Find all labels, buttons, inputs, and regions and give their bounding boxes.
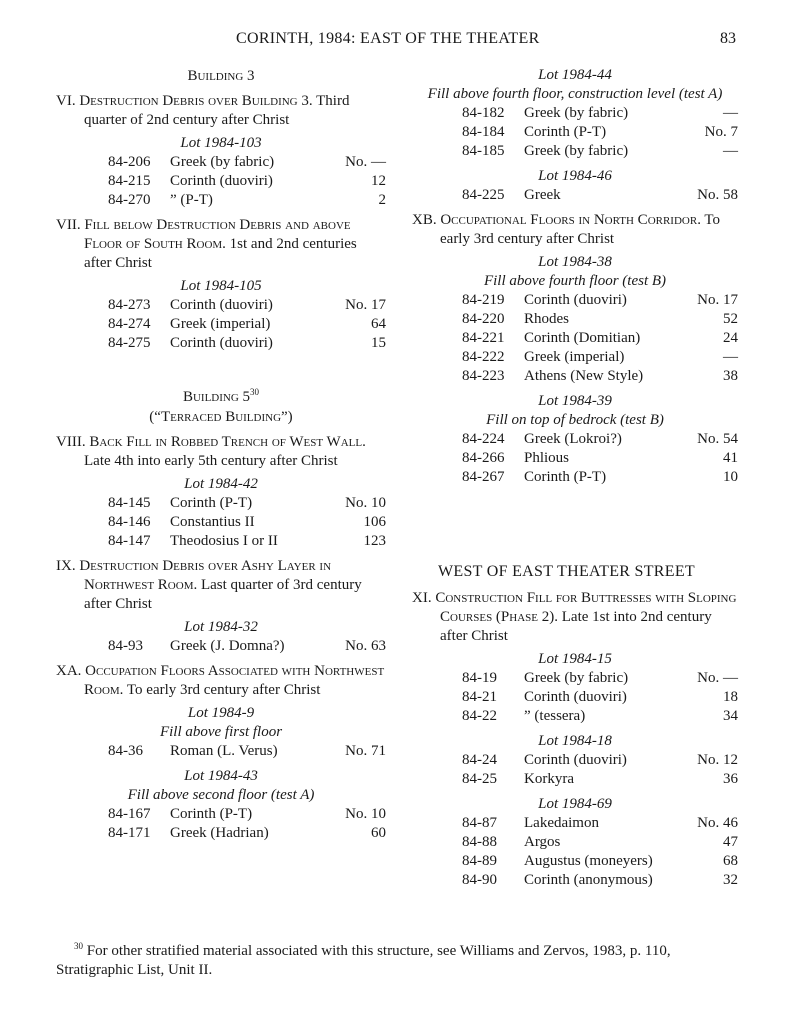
coin-count: 68 bbox=[723, 853, 738, 869]
coin-count: No. 10 bbox=[345, 806, 386, 822]
footnote-ref-30: 30 bbox=[250, 387, 260, 397]
section-heading bbox=[412, 589, 738, 646]
coin-count: 15 bbox=[371, 335, 386, 351]
coin-catalog-number: 84-184 bbox=[462, 124, 505, 140]
lot-note: Fill above first floor bbox=[159, 724, 283, 740]
coin-row bbox=[56, 153, 386, 172]
coin-list bbox=[56, 805, 386, 843]
lot-label: Lot 1984-69 bbox=[538, 796, 612, 812]
coin-count: 41 bbox=[723, 450, 738, 466]
coin-description: Corinth (duoviri) bbox=[170, 335, 273, 351]
coin-count: No. 17 bbox=[697, 292, 738, 308]
building-5-subtitle: (“Terraced Building”) bbox=[149, 409, 293, 425]
coin-catalog-number: 84-24 bbox=[462, 752, 497, 768]
coin-description: Greek (Hadrian) bbox=[170, 825, 269, 841]
coin-description: Greek (by fabric) bbox=[524, 105, 629, 121]
coin-count: 64 bbox=[371, 316, 386, 332]
coin-row bbox=[412, 833, 738, 852]
coin-catalog-number: 84-19 bbox=[462, 670, 497, 686]
coin-description: Corinth (P-T) bbox=[170, 806, 253, 822]
coin-list bbox=[56, 637, 386, 656]
section-heading bbox=[56, 662, 386, 700]
lot-note: Fill above fourth floor, construction level (test A) bbox=[427, 86, 723, 102]
coin-catalog-number: 84-185 bbox=[462, 143, 505, 159]
coin-count: No. 17 bbox=[345, 297, 386, 313]
coin-description: Korkyra bbox=[524, 771, 574, 787]
coin-description: Corinth (duoviri) bbox=[170, 297, 273, 313]
coin-catalog-number: 84-221 bbox=[462, 330, 505, 346]
lot-note: Fill above fourth floor (test B) bbox=[483, 273, 667, 289]
coin-list bbox=[412, 669, 738, 726]
coin-count: No. 46 bbox=[697, 815, 738, 831]
coin-description: Greek bbox=[524, 187, 561, 203]
section-heading bbox=[56, 216, 386, 273]
coin-row bbox=[412, 430, 738, 449]
coin-row bbox=[412, 123, 738, 142]
coin-list bbox=[412, 751, 738, 789]
right-column bbox=[412, 66, 738, 896]
coin-catalog-number: 84-215 bbox=[108, 173, 151, 189]
section-title: Occupation Floors Associated with Northwest Room. bbox=[84, 663, 385, 698]
coin-row bbox=[412, 468, 738, 487]
section-title: Destruction Debris over Building 3. bbox=[79, 93, 313, 109]
coin-description: ” (tessera) bbox=[524, 708, 586, 724]
coin-catalog-number: 84-89 bbox=[462, 853, 497, 869]
section-ix bbox=[56, 557, 386, 656]
coin-catalog-number: 84-267 bbox=[462, 469, 505, 485]
coin-count: 60 bbox=[371, 825, 386, 841]
section-heading bbox=[56, 92, 386, 130]
coin-catalog-number: 84-22 bbox=[462, 708, 497, 724]
left-column bbox=[56, 66, 386, 849]
coin-catalog-number: 84-167 bbox=[108, 806, 151, 822]
coin-count: No. 7 bbox=[704, 124, 738, 140]
footnote-marker: 30 bbox=[74, 941, 83, 951]
building-3-heading: Building 3 bbox=[187, 68, 255, 84]
coin-description: Argos bbox=[524, 834, 561, 850]
coin-catalog-number: 84-222 bbox=[462, 349, 505, 365]
section-date: Late 4th into early 5th century after Christ bbox=[84, 453, 338, 469]
coin-catalog-number: 84-90 bbox=[462, 872, 497, 888]
coin-catalog-number: 84-147 bbox=[108, 533, 151, 549]
coin-row bbox=[412, 310, 738, 329]
coin-count: No. 12 bbox=[697, 752, 738, 768]
section-title: Destruction Debris over Ashy Layer in Northwest Room. bbox=[79, 558, 332, 593]
section-number: VIII. bbox=[56, 434, 86, 450]
coin-count: — bbox=[723, 105, 738, 121]
coin-description: Theodosius I or II bbox=[170, 533, 278, 549]
coin-count: No. 58 bbox=[697, 187, 738, 203]
page-header bbox=[0, 30, 792, 52]
coin-description: Greek (imperial) bbox=[170, 316, 271, 332]
coin-count: 36 bbox=[723, 771, 738, 787]
coin-count: 12 bbox=[371, 173, 386, 189]
coin-description: Greek (by fabric) bbox=[524, 670, 629, 686]
coin-catalog-number: 84-171 bbox=[108, 825, 151, 841]
coin-list bbox=[412, 104, 738, 161]
coin-catalog-number: 84-266 bbox=[462, 450, 505, 466]
section-xi bbox=[412, 589, 738, 890]
lot-label: Lot 1984-39 bbox=[538, 393, 612, 409]
coin-description: Phlious bbox=[524, 450, 570, 466]
coin-description: Corinth (duoviri) bbox=[524, 752, 627, 768]
coin-catalog-number: 84-93 bbox=[108, 638, 143, 654]
coin-description: Corinth (duoviri) bbox=[524, 689, 627, 705]
coin-row bbox=[56, 805, 386, 824]
section-number: XA. bbox=[56, 663, 82, 679]
coin-row bbox=[56, 315, 386, 334]
coin-catalog-number: 84-270 bbox=[108, 192, 151, 208]
coin-row bbox=[56, 637, 386, 656]
coin-catalog-number: 84-206 bbox=[108, 154, 151, 170]
west-of-east-theater-street-heading: WEST OF EAST THEATER STREET bbox=[438, 563, 695, 580]
section-date: To early 3rd century after Christ bbox=[440, 212, 721, 247]
coin-row bbox=[412, 707, 738, 726]
section-number: XI. bbox=[412, 590, 432, 606]
section-title: Back Fill in Robbed Trench of West Wall. bbox=[89, 434, 366, 450]
coin-catalog-number: 84-275 bbox=[108, 335, 151, 351]
coin-count: 52 bbox=[723, 311, 738, 327]
section-date: Third quarter of 2nd century after Christ bbox=[84, 93, 350, 128]
coin-row bbox=[412, 348, 738, 367]
section-xb bbox=[412, 211, 738, 487]
coin-catalog-number: 84-273 bbox=[108, 297, 151, 313]
coin-catalog-number: 84-223 bbox=[462, 368, 505, 384]
coin-count: 10 bbox=[723, 469, 738, 485]
coin-row bbox=[412, 770, 738, 789]
section-date: 1st and 2nd centuries after Christ bbox=[84, 236, 357, 271]
lot-note: Fill on top of bedrock (test B) bbox=[486, 412, 664, 428]
page-number: 83 bbox=[720, 30, 736, 47]
coin-description: Greek (by fabric) bbox=[170, 154, 275, 170]
coin-count: 24 bbox=[723, 330, 738, 346]
coin-description: Rhodes bbox=[524, 311, 569, 327]
coin-catalog-number: 84-220 bbox=[462, 311, 505, 327]
coin-list bbox=[56, 742, 386, 761]
footnote bbox=[56, 942, 746, 980]
lot-label: Lot 1984-9 bbox=[187, 705, 255, 721]
coin-row bbox=[412, 852, 738, 871]
lot-label: Lot 1984-18 bbox=[538, 733, 612, 749]
section-xa bbox=[56, 662, 386, 843]
coin-description: Lakedaimon bbox=[524, 815, 599, 831]
coin-count: No. 54 bbox=[697, 431, 738, 447]
section-number: VI. bbox=[56, 93, 76, 109]
coin-catalog-number: 84-88 bbox=[462, 834, 497, 850]
lot-note: Fill above second floor (test A) bbox=[127, 787, 315, 803]
coin-row bbox=[412, 814, 738, 833]
coin-row bbox=[56, 513, 386, 532]
coin-description: Corinth (duoviri) bbox=[170, 173, 273, 189]
coin-row bbox=[412, 329, 738, 348]
coin-list bbox=[56, 296, 386, 353]
coin-list bbox=[412, 814, 738, 890]
coin-row bbox=[412, 669, 738, 688]
coin-description: Corinth (Domitian) bbox=[524, 330, 641, 346]
coin-count: 38 bbox=[723, 368, 738, 384]
section-heading bbox=[56, 557, 386, 614]
coin-description: Greek (by fabric) bbox=[524, 143, 629, 159]
coin-description: Constantius II bbox=[170, 514, 255, 530]
coin-row bbox=[56, 494, 386, 513]
coin-row bbox=[412, 291, 738, 310]
section-viii bbox=[56, 433, 386, 551]
coin-row bbox=[412, 186, 738, 205]
coin-row bbox=[56, 296, 386, 315]
coin-catalog-number: 84-21 bbox=[462, 689, 497, 705]
footnote-text: For other stratified material associated with this structure, see Williams and Zervos, 1983, p. 110, Stratigraphic List, Unit II. bbox=[56, 943, 671, 978]
coin-catalog-number: 84-146 bbox=[108, 514, 151, 530]
coin-count: 18 bbox=[723, 689, 738, 705]
coin-catalog-number: 84-224 bbox=[462, 431, 505, 447]
coin-count: 47 bbox=[723, 834, 738, 850]
coin-row bbox=[412, 142, 738, 161]
lot-label: Lot 1984-43 bbox=[184, 768, 258, 784]
lot-label: Lot 1984-46 bbox=[538, 168, 612, 184]
coin-row bbox=[412, 449, 738, 468]
coin-description: Corinth (P-T) bbox=[524, 124, 607, 140]
section-title: Fill below Destruction Debris and above Floor of South Room. bbox=[84, 217, 351, 252]
section-heading bbox=[56, 433, 386, 471]
coin-description: Greek (Lokroi?) bbox=[524, 431, 622, 447]
section-title: Construction Fill for Buttresses with Sloping Courses (Phase 2). bbox=[435, 590, 737, 625]
coin-count: — bbox=[723, 349, 738, 365]
coin-count: 106 bbox=[363, 514, 386, 530]
coin-row bbox=[56, 334, 386, 353]
lot-label: Lot 1984-38 bbox=[538, 254, 612, 270]
coin-count: 34 bbox=[723, 708, 738, 724]
coin-count: No. — bbox=[345, 154, 386, 170]
building-5-heading bbox=[56, 387, 386, 407]
coin-list bbox=[412, 430, 738, 487]
coin-count: — bbox=[723, 143, 738, 159]
coin-row bbox=[412, 104, 738, 123]
coin-row bbox=[412, 367, 738, 386]
section-heading bbox=[412, 211, 738, 249]
coin-description: Corinth (duoviri) bbox=[524, 292, 627, 308]
section-number: XB. bbox=[412, 212, 437, 228]
coin-count: 123 bbox=[363, 533, 386, 549]
coin-catalog-number: 84-219 bbox=[462, 292, 505, 308]
coin-row bbox=[412, 751, 738, 770]
coin-count: No. 10 bbox=[345, 495, 386, 511]
coin-row bbox=[56, 742, 386, 761]
coin-row bbox=[56, 824, 386, 843]
coin-list bbox=[412, 186, 738, 205]
lot-label: Lot 1984-42 bbox=[184, 476, 258, 492]
coin-list bbox=[56, 494, 386, 551]
coin-count: 2 bbox=[378, 192, 386, 208]
coin-catalog-number: 84-36 bbox=[108, 743, 143, 759]
section-vi bbox=[56, 92, 386, 210]
section-xa-continued bbox=[412, 66, 738, 205]
coin-row bbox=[56, 172, 386, 191]
lot-label: Lot 1984-105 bbox=[180, 278, 262, 294]
coin-description: Greek (imperial) bbox=[524, 349, 625, 365]
coin-catalog-number: 84-87 bbox=[462, 815, 497, 831]
coin-count: No. 63 bbox=[345, 638, 386, 654]
coin-description: ” (P-T) bbox=[170, 192, 213, 208]
section-number: IX. bbox=[56, 558, 76, 574]
running-title: CORINTH, 1984: EAST OF THE THEATER bbox=[236, 30, 540, 47]
lot-label: Lot 1984-103 bbox=[180, 135, 262, 151]
coin-count: No. 71 bbox=[345, 743, 386, 759]
building-5-label: Building 5 bbox=[182, 389, 251, 405]
coin-description: Augustus (moneyers) bbox=[524, 853, 653, 869]
coin-list bbox=[412, 291, 738, 386]
coin-description: Corinth (P-T) bbox=[170, 495, 253, 511]
coin-catalog-number: 84-182 bbox=[462, 105, 505, 121]
coin-list bbox=[56, 153, 386, 210]
coin-count: 32 bbox=[723, 872, 738, 888]
coin-row bbox=[412, 871, 738, 890]
section-number: VII. bbox=[56, 217, 81, 233]
section-title: Occupational Floors in North Corridor. bbox=[440, 212, 701, 228]
coin-row bbox=[56, 191, 386, 210]
lot-label: Lot 1984-44 bbox=[538, 67, 612, 83]
section-date: Last quarter of 3rd century after Christ bbox=[84, 577, 362, 612]
coin-row bbox=[56, 532, 386, 551]
coin-catalog-number: 84-145 bbox=[108, 495, 151, 511]
coin-description: Roman (L. Verus) bbox=[170, 743, 278, 759]
coin-count: No. — bbox=[697, 670, 738, 686]
coin-description: Corinth (anonymous) bbox=[524, 872, 653, 888]
coin-description: Athens (New Style) bbox=[524, 368, 644, 384]
coin-catalog-number: 84-25 bbox=[462, 771, 497, 787]
coin-catalog-number: 84-274 bbox=[108, 316, 151, 332]
section-date: Late 1st into 2nd century after Christ bbox=[440, 609, 712, 644]
lot-label: Lot 1984-15 bbox=[538, 651, 612, 667]
coin-row bbox=[412, 688, 738, 707]
section-date: To early 3rd century after Christ bbox=[123, 682, 321, 698]
section-vii bbox=[56, 216, 386, 353]
coin-description: Greek (J. Domna?) bbox=[170, 638, 285, 654]
coin-catalog-number: 84-225 bbox=[462, 187, 505, 203]
coin-description: Corinth (P-T) bbox=[524, 469, 607, 485]
lot-label: Lot 1984-32 bbox=[184, 619, 258, 635]
